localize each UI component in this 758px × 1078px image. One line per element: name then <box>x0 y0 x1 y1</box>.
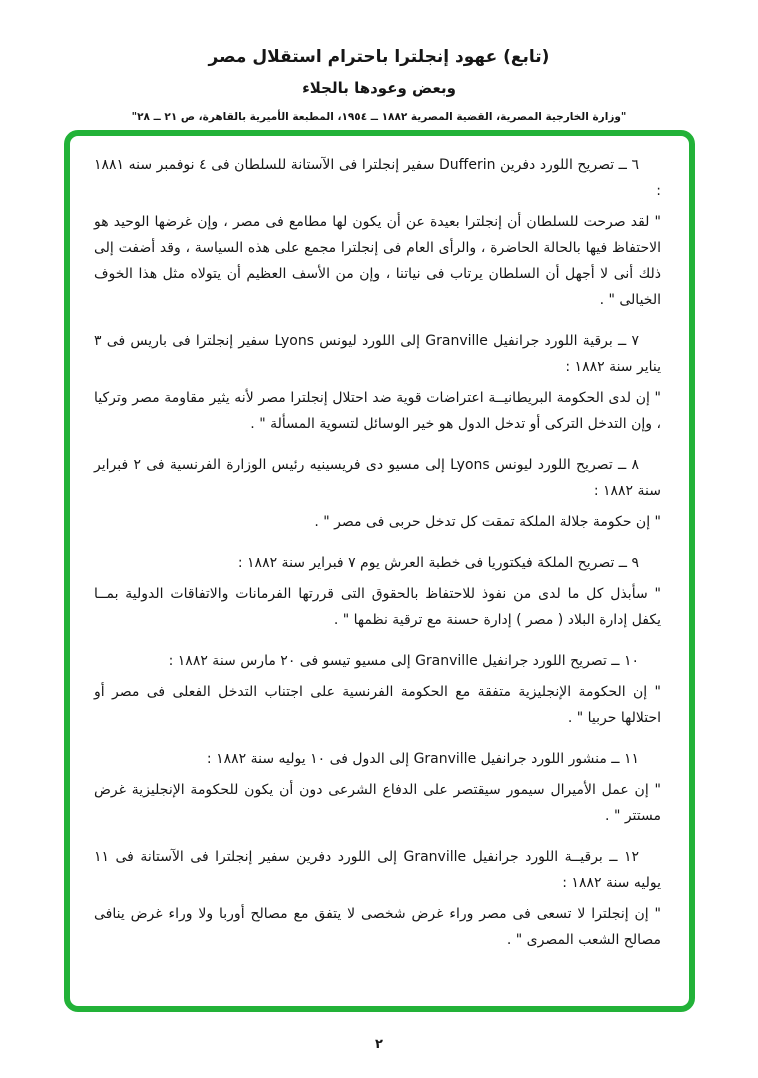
entry-quote: " إن إنجلترا لا تسعى فى مصر وراء غرض شخصى لا يتفق مع مصالح أوربا ولا وراء غرض ينافى مصالح الشعب المصرى " . <box>94 906 661 948</box>
entry-quote: " لقد صرحت للسلطان أن إنجلترا بعيدة عن أن يكون لها مطامع فى مصر ، وإن غرضها الوحيد هو الاحتفاظ فيها بالحالة الحاضرة ، والرأى العام فى إنجلترا مجمع على هذه السياسة ، وقد أضفت إلى ذلك أنى لا أجهل أن السلطان يرتاب فى نياتنا ، وإن من الأسف العظيم أن يتولاه مثل هذا الخوف الخيالى " . <box>94 214 661 308</box>
content-frame <box>64 130 695 1012</box>
entry-10 <box>94 648 661 731</box>
entry-quote: " إن الحكومة الإنجليزية متفقة مع الحكومة الفرنسية على اجتناب التدخل الفعلى فى مصر أو احتلالها حربيا " . <box>94 684 661 726</box>
entry-11 <box>94 746 661 829</box>
entry-7 <box>94 328 661 437</box>
entry-heading: ١١ ــ منشور اللورد جرانفيل Granville إلى الدول فى ١٠ يوليه سنة ١٨٨٢ : <box>206 751 639 767</box>
entry-quote: " سأبذل كل ما لدى من نفوذ للاحتفاظ بالحقوق التى قررتها الفرمانات والاتفاقات الدولية بمــا يكفل إدارة البلاد ( مصر ) إدارة حسنة مع ترقية نظمها " . <box>94 586 661 628</box>
document-subtitle: وبعض وعودها بالجلاء <box>302 78 456 97</box>
entry-6 <box>94 152 661 313</box>
entry-heading: ١٠ ــ تصريح اللورد جرانفيل Granville إلى مسيو تيسو فى ٢٠ مارس سنة ١٨٨٢ : <box>168 653 639 669</box>
source-citation: "وزارة الخارجية المصرية، القضية المصرية ١٨٨٢ ــ ١٩٥٤، المطبعة الأميرية بالقاهرة، ص ٢١ ــ ٢٨" <box>131 111 627 124</box>
entry-quote: " إن عمل الأميرال سيمور سيقتصر على الدفاع الشرعى دون أن يكون للحكومة الإنجليزية غرض مستتر " . <box>94 782 661 824</box>
entry-12 <box>94 844 661 953</box>
entry-heading: ٧ ــ برقية اللورد جرانفيل Granville إلى اللورد ليونس Lyons سفير إنجلترا فى باريس فى ٣ يناير سنة ١٨٨٢ : <box>94 333 661 375</box>
entry-quote: " إن حكومة جلالة الملكة تمقت كل تدخل حربى فى مصر " . <box>314 514 661 530</box>
entry-8 <box>94 452 661 535</box>
entry-quote: " إن لدى الحكومة البريطانيــة اعتراضات قوية ضد احتلال إنجلترا مصر لأنه يثير مقاومة مصر وتركيا ، وإن التدخل التركى أو تدخل الدول هو خير الوسائل لتسوية المسألة " . <box>94 390 661 432</box>
entry-9 <box>94 550 661 633</box>
document-header <box>0 46 758 125</box>
entry-heading: ٨ ــ تصريح اللورد ليونس Lyons إلى مسيو دى فريسينيه رئيس الوزارة الفرنسية فى ٢ فبراير سنة ١٨٨٢ : <box>94 457 661 499</box>
entry-heading: ٩ ــ تصريح الملكة فيكتوريا فى خطبة العرش يوم ٧ فبراير سنة ١٨٨٢ : <box>237 555 639 571</box>
entry-heading: ٦ ــ تصريح اللورد دفرين Dufferin سفير إنجلترا فى الآستانة للسلطان فى ٤ نوفمبر سنه ١٨٨١ : <box>94 157 661 199</box>
document-title: (تابع) عهود إنجلترا باحترام استقلال مصر <box>208 47 550 67</box>
entry-heading: ١٢ ــ برقيــة اللورد جرانفيل Granville إلى اللورد دفرين سفير إنجلترا فى الآستانة فى ١١ يوليه سنة ١٨٨٢ : <box>94 849 661 891</box>
page-number: ٢ <box>375 1037 383 1052</box>
